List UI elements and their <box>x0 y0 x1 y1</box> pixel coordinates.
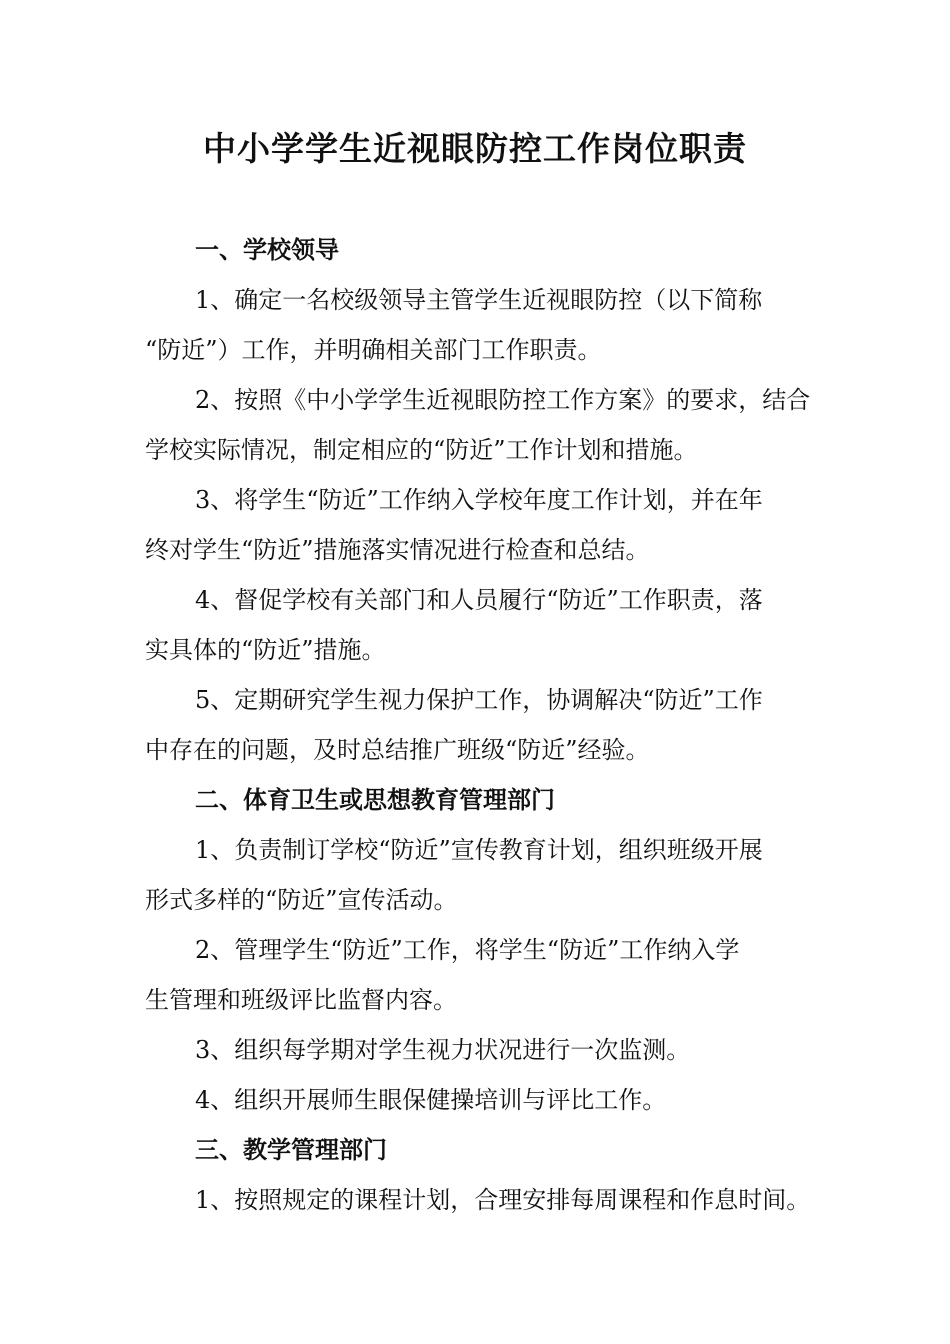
section-heading: 一、学校领导 <box>195 236 339 264</box>
document-body <box>145 225 810 1225</box>
item-line: 5、定期研究学生视力保护工作，协调解决“防近”工作 <box>195 686 763 714</box>
item-line: 中存在的问题，及时总结推广班级“防近”经验。 <box>145 736 650 764</box>
list-item <box>145 375 810 475</box>
item-line: 2、按照《中小学学生近视眼防控工作方案》的要求，结合 <box>195 386 811 414</box>
list-item <box>145 1025 810 1075</box>
item-line: 4、督促学校有关部门和人员履行“防近”工作职责，落 <box>195 586 763 614</box>
list-item <box>145 275 810 375</box>
list-item <box>145 1175 810 1225</box>
item-line: 3、组织每学期对学生视力状况进行一次监测。 <box>195 1036 691 1064</box>
list-item <box>145 825 810 925</box>
item-line: 1、确定一名校级领导主管学生近视眼防控（以下简称 <box>195 286 763 314</box>
item-line: 2、管理学生“防近”工作，将学生“防近”工作纳入学 <box>195 936 740 964</box>
section-heading: 二、体育卫生或思想教育管理部门 <box>195 786 555 814</box>
section-heading: 三、教学管理部门 <box>195 1136 387 1164</box>
list-item <box>145 575 810 675</box>
section-pe-health-department <box>145 775 810 1125</box>
section-school-leadership <box>145 225 810 775</box>
list-item <box>145 675 810 775</box>
item-line: 形式多样的“防近”宣传活动。 <box>145 886 458 914</box>
item-line: 3、将学生“防近”工作纳入学校年度工作计划，并在年 <box>195 486 763 514</box>
document-title: 中小学学生近视眼防控工作岗位职责 <box>203 129 747 168</box>
list-item <box>145 475 810 575</box>
item-line: 4、组织开展师生眼保健操培训与评比工作。 <box>195 1086 667 1114</box>
list-item <box>145 1075 810 1125</box>
item-line: 1、按照规定的课程计划，合理安排每周课程和作息时间。 <box>195 1186 811 1214</box>
item-line: “防近”）工作，并明确相关部门工作职责。 <box>145 336 602 364</box>
item-line: 1、负责制订学校“防近”宣传教育计划，组织班级开展 <box>195 836 763 864</box>
item-line: 学校实际情况，制定相应的“防近”工作计划和措施。 <box>145 436 698 464</box>
item-line: 终对学生“防近”措施落实情况进行检查和总结。 <box>145 536 650 564</box>
item-line: 生管理和班级评比监督内容。 <box>145 986 457 1014</box>
list-item <box>145 925 810 1025</box>
section-teaching-department <box>145 1125 810 1225</box>
item-line: 实具体的“防近”措施。 <box>145 636 386 664</box>
